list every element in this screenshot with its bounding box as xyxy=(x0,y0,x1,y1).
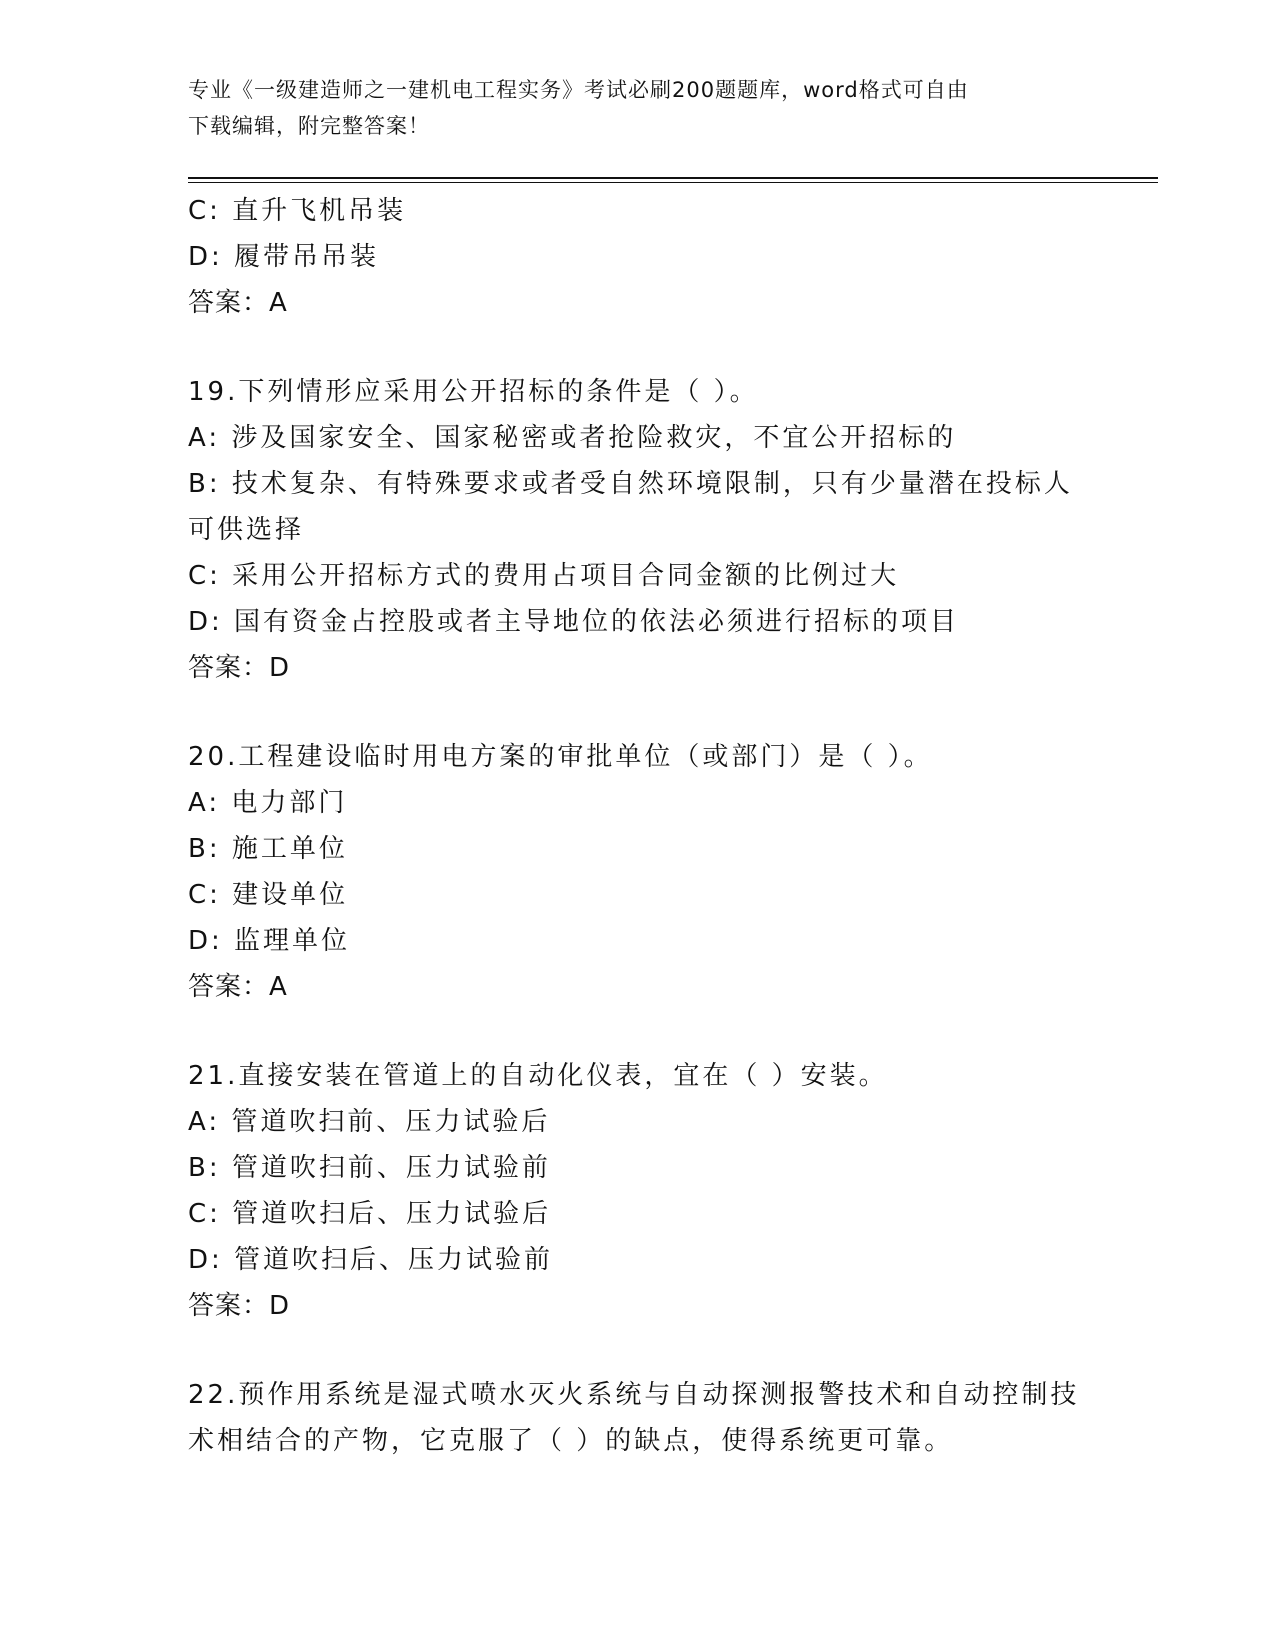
option-d: D: 国有资金占控股或者主导地位的依法必须进行招标的项目 xyxy=(188,607,960,637)
question-list xyxy=(188,188,1088,1464)
option-a: A: 管道吹扫前、压力试验后 xyxy=(188,1107,551,1137)
option-b: B: 施工单位 xyxy=(188,834,348,864)
option-b-continued: 可供选择 xyxy=(188,515,305,545)
option-c: C: 建设单位 xyxy=(188,880,349,910)
question-title: 20.工程建设临时用电方案的审批单位（或部门）是（ ）。 xyxy=(188,742,933,772)
header-line-2: 下载编辑，附完整答案！ xyxy=(188,114,430,138)
option-b: B: 管道吹扫前、压力试验前 xyxy=(188,1153,551,1183)
header-divider-thick xyxy=(188,177,1158,179)
answer-line: 答案：A xyxy=(188,288,288,318)
header-line-1: 专业《一级建造师之一建机电工程实务》考试必刷200题题库，word格式可自由 xyxy=(188,78,969,102)
question-21 xyxy=(188,1053,1088,1329)
page-header xyxy=(188,72,1088,144)
question-title: 19.下列情形应采用公开招标的条件是（ ）。 xyxy=(188,377,759,407)
option-c: C: 直升飞机吊装 xyxy=(188,196,407,226)
question-20 xyxy=(188,734,1088,1010)
answer-line: 答案：D xyxy=(188,653,291,683)
option-a: A: 涉及国家安全、国家秘密或者抢险救灾，不宜公开招标的 xyxy=(188,423,957,453)
option-c: C: 采用公开招标方式的费用占项目合同金额的比例过大 xyxy=(188,561,900,591)
question-title-line-2: 术相结合的产物，它克服了（ ）的缺点，使得系统更可靠。 xyxy=(188,1426,954,1456)
option-d: D: 履带吊吊装 xyxy=(188,242,380,272)
option-a: A: 电力部门 xyxy=(188,788,348,818)
option-b: B: 技术复杂、有特殊要求或者受自然环境限制，只有少量潜在投标人 xyxy=(188,469,1073,499)
answer-line: 答案：A xyxy=(188,972,288,1002)
option-d: D: 管道吹扫后、压力试验前 xyxy=(188,1245,554,1275)
question-22 xyxy=(188,1372,1088,1464)
answer-line: 答案：D xyxy=(188,1291,291,1321)
option-d: D: 监理单位 xyxy=(188,926,351,956)
header-divider-thin xyxy=(188,182,1158,183)
option-c: C: 管道吹扫后、压力试验后 xyxy=(188,1199,552,1229)
question-title-line-1: 22.预作用系统是湿式喷水灭火系统与自动探测报警技术和自动控制技 xyxy=(188,1380,1080,1410)
question-19 xyxy=(188,369,1088,691)
question-18-tail xyxy=(188,188,1088,326)
question-title: 21.直接安装在管道上的自动化仪表，宜在（ ）安装。 xyxy=(188,1061,888,1091)
